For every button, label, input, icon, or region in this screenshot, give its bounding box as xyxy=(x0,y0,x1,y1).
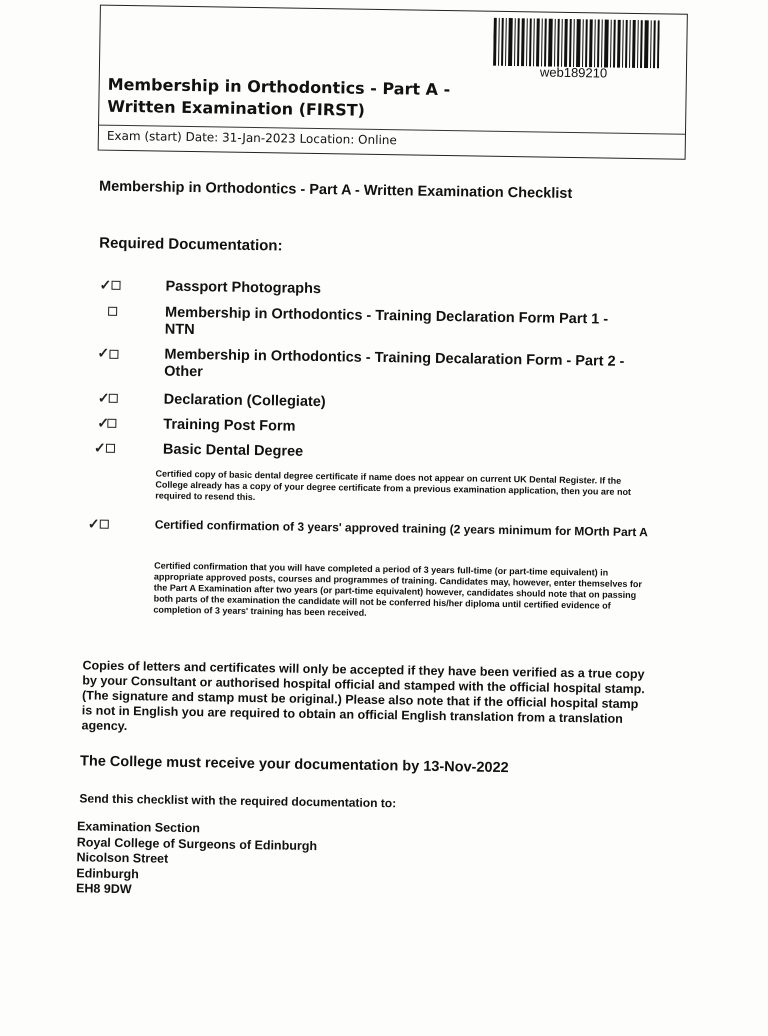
required-documentation-heading: Required Documentation: xyxy=(99,234,283,255)
checklist-title: Membership in Orthodontics - Part A - Written Examination Checklist xyxy=(98,178,573,203)
address-line: Edinburgh xyxy=(76,865,139,881)
item-label: Basic Dental Degree xyxy=(162,441,304,460)
checkbox[interactable] xyxy=(109,350,118,359)
checkbox[interactable] xyxy=(107,419,116,428)
check-mark-icon: ✓ xyxy=(97,414,110,431)
checklist-item-training-post-form xyxy=(0,414,761,435)
checklist-item-training-confirmation xyxy=(0,515,760,540)
exam-date-location: Exam (start) Date: 31-Jan-2023 Location: Online xyxy=(99,125,685,155)
exam-title xyxy=(107,74,450,123)
deadline-text: The College must receive your documentation by 13-Nov-2022 xyxy=(79,753,509,777)
item-label: Training Post Form xyxy=(163,416,296,435)
address-line: Examination Section xyxy=(76,819,201,836)
checklist-item-training-declaration-part1 xyxy=(0,302,763,339)
item-label: Declaration (Collegiate) xyxy=(163,391,326,411)
check-mark-icon: ✓ xyxy=(97,344,110,361)
check-mark-icon: ✓ xyxy=(87,515,100,532)
address-line: Nicolson Street xyxy=(76,850,169,866)
exam-title-line1: Membership in Orthodontics - Part A - xyxy=(107,74,451,100)
checklist-item-declaration-collegiate xyxy=(0,389,762,411)
note-dental-degree: Certified copy of basic dental degree certificate if name does not appear on current UK Dental Register. If the College already has a copy of your degree certificate from a previous examination application, then you are not required to resend this. xyxy=(155,468,632,503)
item-label: Passport Photographs xyxy=(165,278,322,298)
barcode-number: web189210 xyxy=(539,64,608,81)
checklist-item-basic-dental-degree xyxy=(0,439,761,460)
barcode-image xyxy=(493,18,660,69)
address-line: EH8 9DW xyxy=(75,881,132,897)
postal-address xyxy=(76,819,317,900)
address-line: Royal College of Surgeons of Edinburgh xyxy=(76,834,318,853)
checklist-item-training-declaration-part2 xyxy=(0,344,763,381)
item-label: Membership in Orthodontics - Training Declaration Form Part 1 - NTN xyxy=(164,304,609,339)
check-mark-icon: ✓ xyxy=(99,276,112,293)
checkbox[interactable] xyxy=(111,281,120,290)
exam-header-box xyxy=(98,5,688,160)
send-instruction: Send this checklist with the required documentation to: xyxy=(79,791,397,811)
checkbox[interactable] xyxy=(100,520,109,529)
check-mark-icon: ✓ xyxy=(93,439,106,456)
note-training: Certified confirmation that you will have completed a period of 3 years full-time (or part-time equivalent) in appropriate approved posts, courses and programmes of training. Candidates may, however, enter themselves for the Part A Examination after two years (or part-time equivalent) however, candidates should note that on passing both parts of the examination the candidate will not be conferred his/her diploma until certified evidence of completion of 3 years' training has been received. xyxy=(153,560,642,618)
check-mark-icon: ✓ xyxy=(97,389,110,406)
checklist-item-passport xyxy=(0,276,764,298)
checkbox[interactable] xyxy=(108,307,117,316)
checkbox[interactable] xyxy=(106,444,115,453)
item-label: Membership in Orthodontics - Training Decalaration Form - Part 2 - Other xyxy=(164,346,625,381)
exam-title-line2: Written Examination (FIRST) xyxy=(107,96,366,120)
checkbox[interactable] xyxy=(109,394,118,403)
item-label: Certified confirmation of 3 years' approved training (2 years minimum for MOrth Part A xyxy=(154,517,649,540)
copies-paragraph: Copies of letters and certificates will only be accepted if they have been verified as a true copy by your Consultant or authorised hospital official and stamped with the official hospital stamp. (The signature and stamp must be original.) Please also note that if the official hospital stamp is not in English you are required to obtain an official English translation from a translation agency. xyxy=(81,658,645,734)
